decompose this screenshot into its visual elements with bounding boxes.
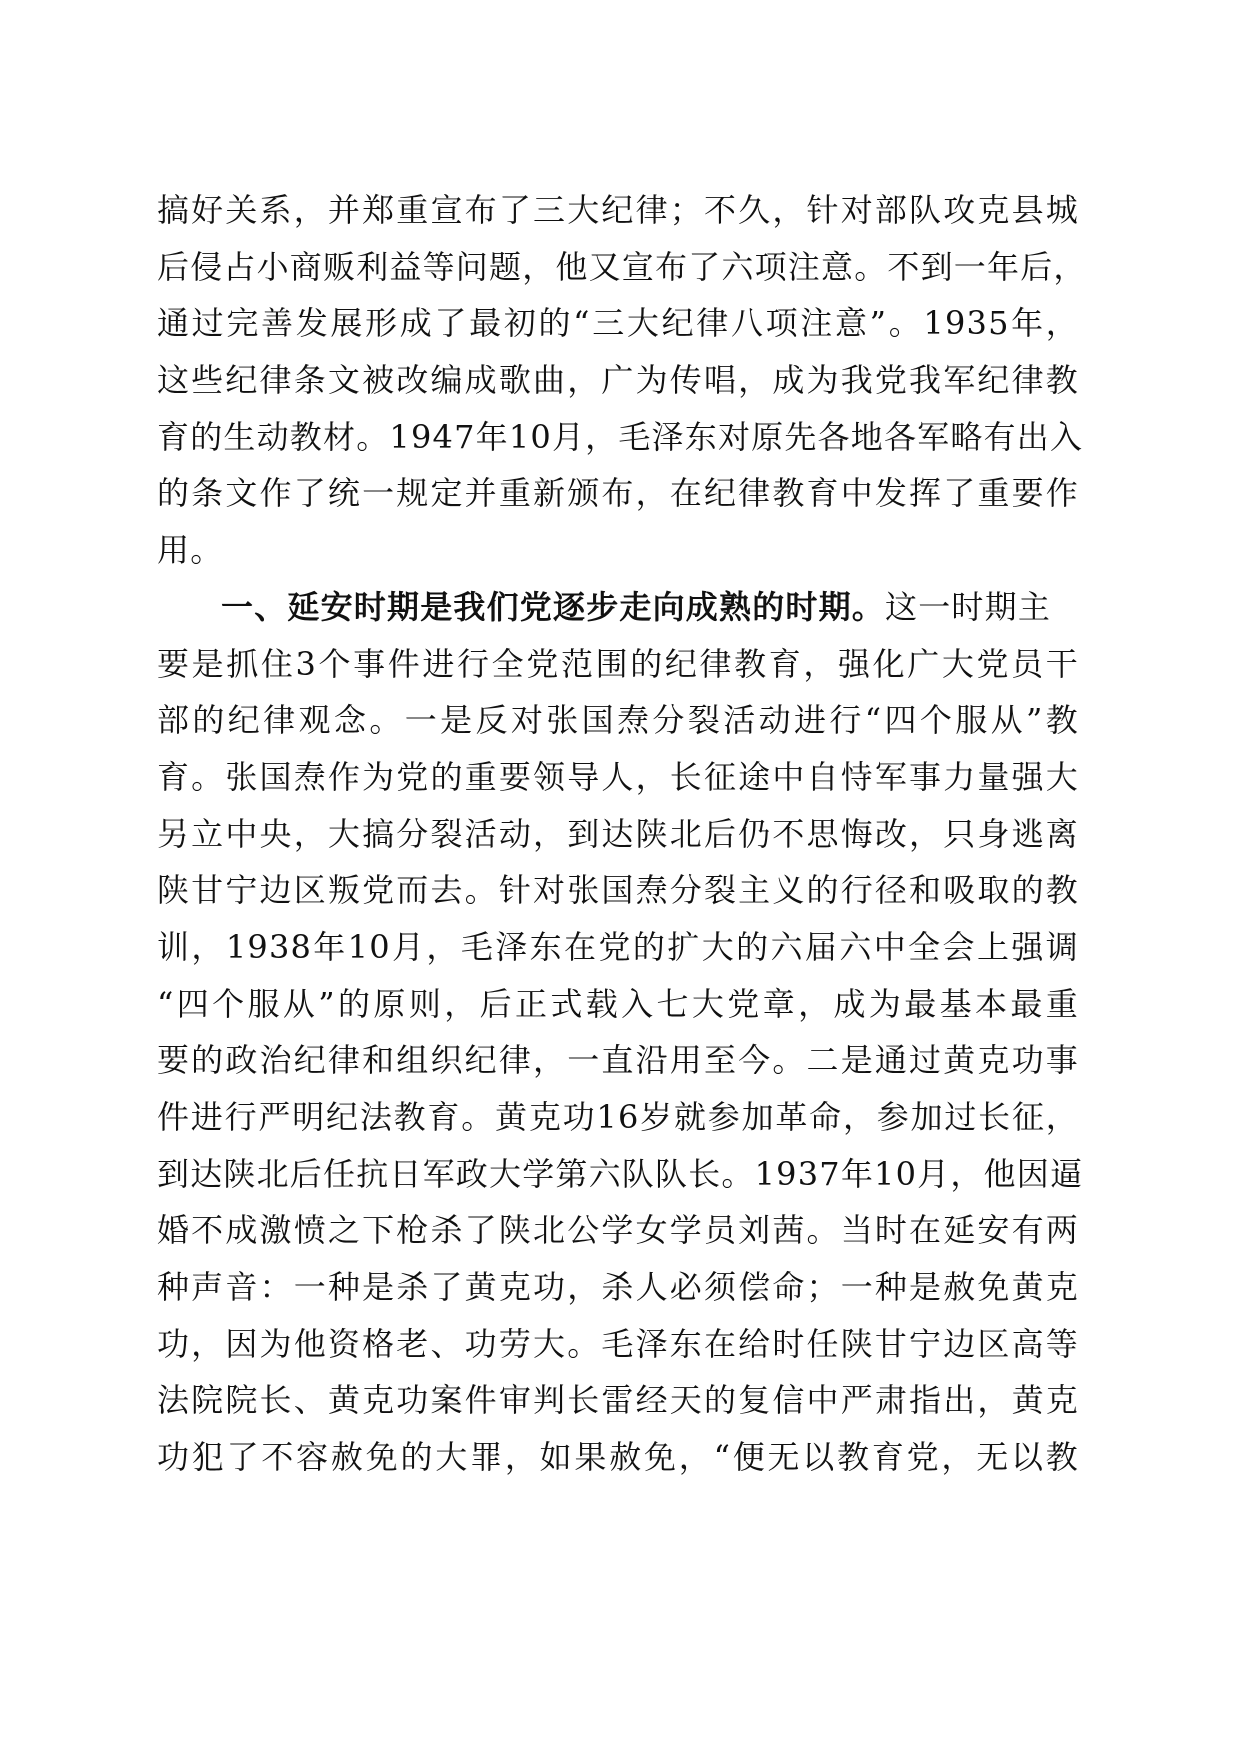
paragraph-line: 件进行严明纪法教育。黄克功16岁就参加革命，参加过长征， (157, 1098, 1079, 1136)
paragraph-line: 这些纪律条文被改编成歌曲，广为传唱，成为我党我军纪律教 (157, 361, 1079, 400)
paragraph-line: 训，1938年10月，毛泽东在党的扩大的六届六中全会上强调 (157, 927, 1079, 966)
paragraph-line: 法院院长、黄克功案件审判长雷经天的复信中严肃指出，黄克 (157, 1381, 1079, 1420)
paragraph-line: 婚不成激愤之下枪杀了陕北公学女学员刘茜。当时在延安有两 (157, 1211, 1079, 1250)
paragraph-line: 育。张国焘作为党的重要领导人，长征途中自恃军事力量强大 (157, 757, 1079, 796)
paragraph-line: 要的政治纪律和组织纪律，一直沿用至今。二是通过黄克功事 (157, 1041, 1079, 1080)
paragraph-line: 育的生动教材。1947年10月，毛泽东对原先各地各军略有出入 (157, 417, 1084, 456)
paragraph-line: 后侵占小商贩利益等问题，他又宣布了六项注意。不到一年后， (157, 247, 1087, 286)
section-first-line-rest: 这一时期主 (885, 587, 1052, 626)
paragraph-line: “四个服从”的原则，后正式载入七大党章，成为最基本最重 (157, 984, 1079, 1023)
paragraph-line: 用。 (157, 531, 224, 570)
paragraph-line: 到达陕北后任抗日军政大学第六队队长。1937年10月，他因逼 (157, 1154, 1084, 1193)
section-heading: 一、延安时期是我们党逐步走向成熟的时期。 (221, 587, 886, 626)
paragraph-line: 要是抓住3个事件进行全党范围的纪律教育，强化广大党员干 (157, 644, 1079, 683)
paragraph-line: 陕甘宁边区叛党而去。针对张国焘分裂主义的行径和吸取的教 (157, 871, 1079, 910)
paragraph-line: 通过完善发展形成了最初的“三大纪律八项注意”。1935年， (157, 304, 1079, 343)
paragraph-line: 功，因为他资格老、功劳大。毛泽东在给时任陕甘宁边区高等 (157, 1324, 1079, 1363)
paragraph-line: 搞好关系，并郑重宣布了三大纪律；不久，针对部队攻克县城 (157, 191, 1079, 229)
document-body (157, 182, 1087, 1486)
paragraph-line: 部的纪律观念。一是反对张国焘分裂活动进行“四个服从”教 (157, 701, 1079, 740)
paragraph-line: 另立中央，大搞分裂活动，到达陕北后仍不思悔改，只身逃离 (157, 814, 1079, 853)
paragraph-line: 功犯了不容赦免的大罪，如果赦免，“便无以教育党，无以教 (157, 1438, 1079, 1477)
paragraph-line: 的条文作了统一规定并重新颁布，在纪律教育中发挥了重要作 (157, 474, 1079, 513)
paragraph-line: 种声音：一种是杀了黄克功，杀人必须偿命；一种是赦免黄克 (157, 1268, 1079, 1307)
section-first-line (157, 579, 1079, 636)
